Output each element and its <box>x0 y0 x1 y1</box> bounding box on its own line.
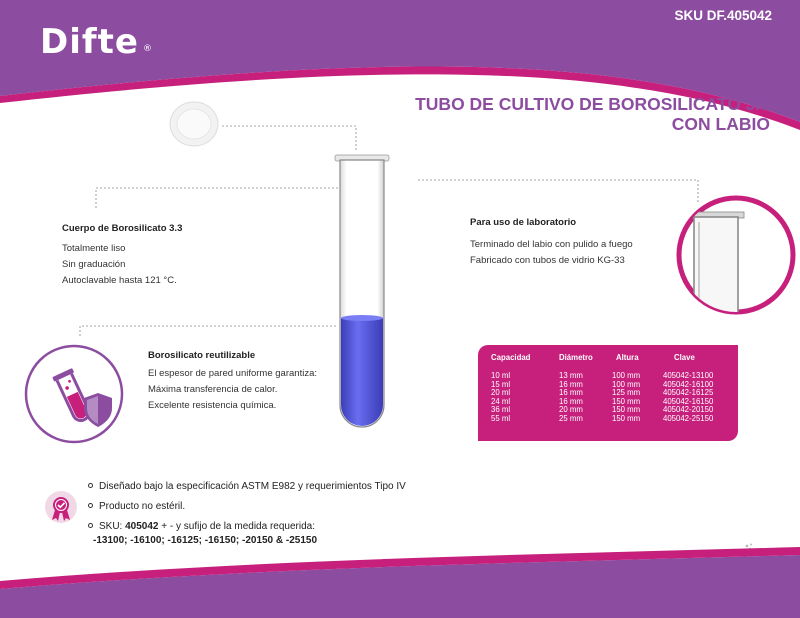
title-line-2: CON LABIO <box>671 114 770 134</box>
footer-band <box>0 545 800 618</box>
table-header-capacity: Capacidad <box>491 353 531 362</box>
bullet-text: SKU: <box>99 521 126 532</box>
table-cell: 16 mm <box>559 379 583 389</box>
bullet-text: + - y sufijo de la medida requerida: <box>158 521 315 532</box>
table-cell: 405042-16150 <box>663 396 714 406</box>
table-cell: 150 mm <box>612 405 641 414</box>
bullet-icon <box>88 483 93 488</box>
tube-lip-zoom-image <box>664 192 800 318</box>
reuse-section-title: Borosilicato reutilizable <box>148 350 256 361</box>
table-col-diameter <box>559 372 583 423</box>
lab-section-title: Para uso de laboratorio <box>470 217 577 228</box>
table-col-code <box>663 372 713 423</box>
specs-table <box>478 345 738 441</box>
table-cell: 13 mm <box>559 371 583 380</box>
bullet-item-nonsterile <box>88 501 185 512</box>
registered-mark: ® <box>142 44 153 54</box>
bullet-text: Producto no estéril. <box>99 501 186 512</box>
lab-section <box>470 217 633 269</box>
reuse-line: El espesor de pared uniforme garantiza: <box>148 368 317 379</box>
body-line: Autoclavable hasta 121 °C. <box>62 275 177 286</box>
table-header-code: Clave <box>674 353 695 362</box>
reusable-icon <box>22 342 126 446</box>
bullet-icon <box>88 503 93 508</box>
table-col-capacity <box>491 372 510 423</box>
table-cell: 16 mm <box>559 388 583 397</box>
table-cell: 25 mm <box>559 413 583 423</box>
table-cell: 150 mm <box>612 396 641 406</box>
table-cell: 20 ml <box>491 388 511 397</box>
reuse-line: Máxima transferencia de calor. <box>148 384 278 395</box>
table-cell: 24 ml <box>491 396 511 406</box>
table-header-height: Altura <box>616 353 639 362</box>
table-cell: 405042-20150 <box>663 405 714 414</box>
table-cell: 405042-16125 <box>663 388 714 397</box>
reuse-section <box>148 350 317 414</box>
table-header-diameter: Diámetro <box>559 353 593 362</box>
bullet-item-sku <box>88 520 317 548</box>
page-title <box>415 94 770 134</box>
table-col-height <box>612 372 640 423</box>
lab-line: Fabricado con tubos de vidrio KG-33 <box>470 255 625 266</box>
table-cell: 405042-13100 <box>663 371 714 380</box>
quality-badge-icon <box>44 490 78 524</box>
body-line: Sin graduación <box>62 259 126 270</box>
table-cell: 36 ml <box>491 405 511 414</box>
test-tube-image <box>330 150 400 435</box>
table-cell: 16 mm <box>559 396 583 406</box>
table-cell: 405042-25150 <box>663 413 714 423</box>
table-cell: 100 mm <box>612 379 641 389</box>
table-cell: 20 mm <box>559 405 583 414</box>
table-cell: 100 mm <box>612 371 641 380</box>
body-line: Totalmente liso <box>62 243 126 254</box>
tube-top-view-image <box>168 100 220 148</box>
table-cell: 10 ml <box>491 371 511 380</box>
table-cell: 125 mm <box>612 388 641 397</box>
table-cell: 150 mm <box>612 413 641 423</box>
table-cell: 55 ml <box>491 413 511 423</box>
brand-logo <box>40 22 153 62</box>
sku-suffix-codes: -13100; -16100; -16125; -16150; -20150 & -25150 <box>93 535 318 546</box>
body-section <box>62 223 182 289</box>
table-cell: 15 ml <box>491 379 511 389</box>
bullet-text: Diseñado bajo la especificación ASTM E982 y requerimientos Tipo IV <box>99 481 406 492</box>
bullet-item-standard <box>88 481 406 492</box>
sku-header: SKU DF.405042 <box>674 8 772 23</box>
lab-line: Terminado del labio con pulido a fuego <box>470 239 633 250</box>
title-line-1: TUBO DE CULTIVO DE BOROSILICATO 3.3 <box>415 94 770 114</box>
body-section-title: Cuerpo de Borosilicato 3.3 <box>62 223 183 234</box>
brand-name: Difte <box>40 22 139 62</box>
reuse-line: Excelente resistencia química. <box>148 400 277 411</box>
table-cell: 405042-16100 <box>663 379 714 389</box>
sku-base-code: 405042 <box>125 521 159 532</box>
bullet-icon <box>88 523 93 528</box>
